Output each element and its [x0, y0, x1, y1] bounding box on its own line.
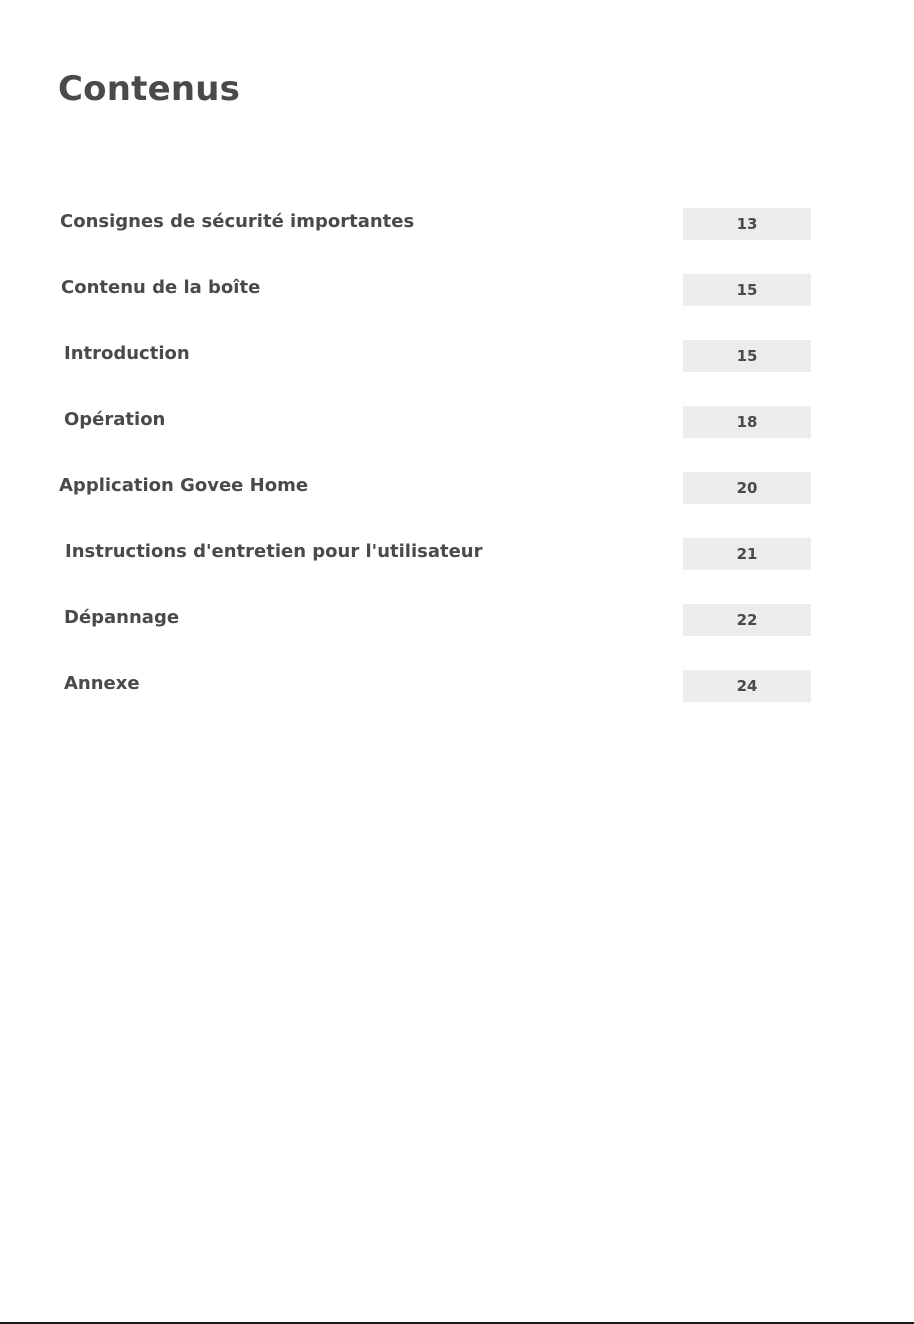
- toc-entry-label: Instructions d'entretien pour l'utilisateur: [65, 541, 483, 562]
- toc-entry-page-number: 15: [683, 274, 811, 306]
- toc-entry-label: Consignes de sécurité importantes: [60, 211, 415, 232]
- toc-entry-label: Introduction: [64, 343, 190, 364]
- toc-entry-label: Dépannage: [64, 607, 180, 628]
- toc-entry-label: Opération: [64, 409, 166, 430]
- toc-entry-troubleshooting[interactable]: [0, 604, 914, 636]
- toc-entry-maintenance[interactable]: [0, 538, 914, 570]
- toc-entry-label: Application Govee Home: [59, 475, 309, 496]
- toc-entry-page-number: 21: [683, 538, 811, 570]
- toc-entry-operation[interactable]: [0, 406, 914, 438]
- toc-entry-safety[interactable]: [0, 208, 914, 240]
- toc-entry-page-number: 22: [683, 604, 811, 636]
- page-title: Contenus: [58, 69, 241, 109]
- toc-entry-page-number: 18: [683, 406, 811, 438]
- toc-entry-introduction[interactable]: [0, 340, 914, 372]
- toc-entry-label: Annexe: [64, 673, 140, 694]
- toc-entry-page-number: 24: [683, 670, 811, 702]
- toc-entry-page-number: 13: [683, 208, 811, 240]
- toc-entry-page-number: 20: [683, 472, 811, 504]
- toc-entry-box-contents[interactable]: [0, 274, 914, 306]
- toc-entry-appendix[interactable]: [0, 670, 914, 702]
- toc-entry-page-number: 15: [683, 340, 811, 372]
- toc-entry-govee-home-app[interactable]: [0, 472, 914, 504]
- toc-entry-label: Contenu de la boîte: [61, 277, 261, 298]
